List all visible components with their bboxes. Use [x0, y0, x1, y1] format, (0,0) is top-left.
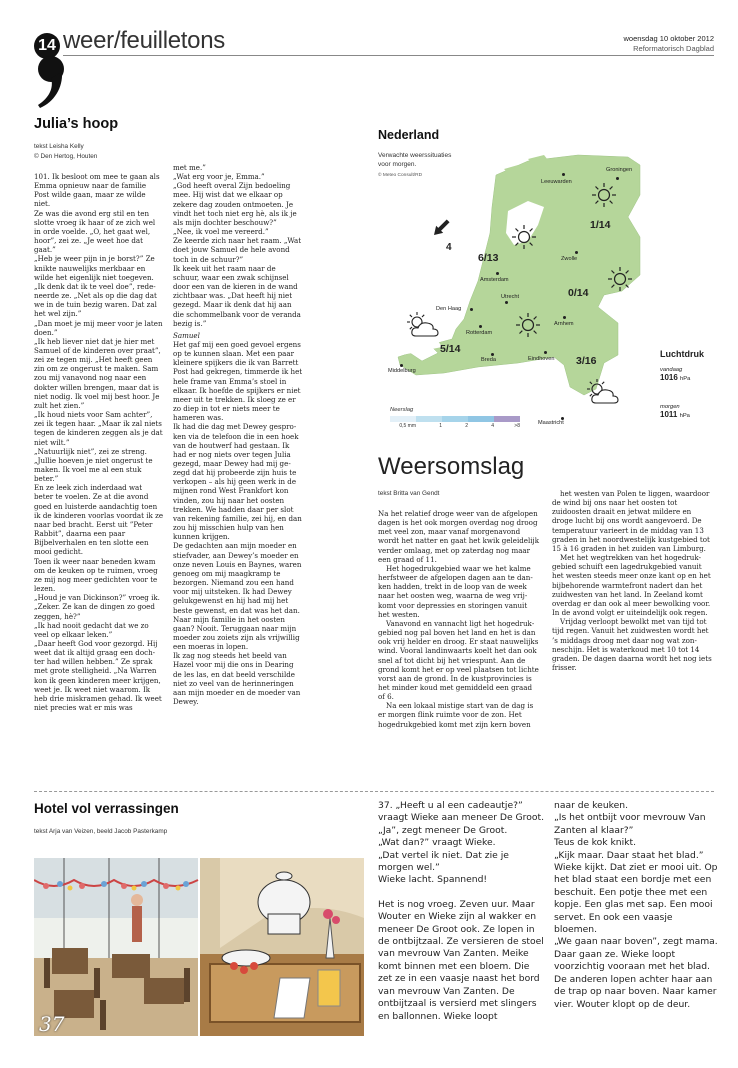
- city-amsterdam: Amsterdam: [480, 277, 509, 283]
- weersomslag-title: Weersomslag: [378, 453, 525, 480]
- header-rule: [63, 55, 714, 56]
- legend-swatch: [390, 416, 416, 422]
- julia-credit-author: tekst Leisha Kelly: [34, 143, 84, 150]
- pressure-panel: [660, 349, 720, 419]
- map-title: Nederland: [378, 128, 440, 142]
- section-divider: [34, 791, 714, 792]
- paragraph: naar de keuken.: [554, 800, 629, 811]
- legend-value: 4: [491, 423, 494, 429]
- weersomslag-column-2: [552, 489, 714, 672]
- legend-value: >8: [514, 423, 520, 429]
- sun-behind-cloud-icon: [586, 379, 620, 405]
- paragraph: Het is nog vroeg. Zeven uur. Maar Wouter en Wieke zijn al wakker en meneer De Groot ook. Ze lopen in de ontbijtzaal. Ze versieren de stoel van mevrouw Van Zanten. Meike komt binnen met een bloem. Die zet ze in een vaasje naast het bord van mevrouw Van Zanten. De ontbijtzaal is versierd met slingers en ballonnen. Wieke loopt: [378, 898, 544, 1022]
- paragraph: „God heeft overal Zijn bedoeling mee. Hij wist dat we elkaar op zekere dag zouden ontmoeten. Je vindt het toch niet erg hè, als ik je als mijn dochter beschouw?”: [173, 181, 297, 227]
- legend-swatch: [468, 416, 494, 422]
- samuel-subhead: Samuel: [173, 330, 200, 340]
- legend-value: 0,5 mm: [399, 423, 416, 429]
- sun-icon: [592, 183, 616, 207]
- paragraph: „Zeker. Ze kan de dingen zo goed zeggen, hè?”: [34, 602, 155, 621]
- city-eindhoven: Eindhoven: [528, 356, 555, 362]
- paragraph: De gedachten aan mijn moeder en stiefvader, aan Dewey’s moeder en onze neven Louis en Baynes, waren genoeg om mij maagkramp te bezorgen. Niemand zou een hand voor mij uitsteken. Ik had Dewey gelukgewenst en hij had mij het beste gewenst, en dat was het dan. Naar mijn familie in het oosten gaan? Nooit. Teruggaan naar mijn moeder zou zoiets zijn als vrijwillig een moeras in lopen.: [173, 541, 302, 652]
- pressure-tomorrow-label: morgen: [660, 404, 680, 410]
- header-paper: Reformatorisch Dagblad: [633, 44, 714, 53]
- paragraph: Toen ik weer naar beneden kwam om de keuken op te ruimen, vroeg ze mij nog meer gedichten voor te lezen.: [34, 556, 158, 594]
- paragraph: Wieke lacht. Spannend!: [378, 874, 488, 886]
- temp-coast: 5/14: [440, 343, 461, 355]
- precipitation-legend: [390, 407, 520, 429]
- paragraph: Wieke kijkt. Dat ziet er mooi uit. Op het blad staat een bordje met een beschuit. Een potje thee met een kopje. Een glas met sap. Een mooi servet. En ook een vaasje bloemen.: [554, 862, 718, 936]
- page-header: [0, 0, 738, 60]
- paragraph: met me.”: [173, 163, 206, 172]
- paragraph: „Dat vertel ik niet. Dat zie je morgen wel.”: [378, 849, 509, 874]
- paragraph: Het gaf mij een goed gevoel ergens op te kunnen slaan. Met een paar kleinere spijkers die ik van Barrett Post had gekregen, timmerde ik het hele frame van Emma’s stoel in elkaar. Ik hoefde de spijkers er niet meer uit te trekken. Ik sloeg ze er zo diep in tot er niets meer te hameren was.: [173, 339, 303, 423]
- city-maastricht: Maastricht: [538, 420, 564, 426]
- temp-east: 0/14: [568, 287, 589, 299]
- map-credit: © Meteo Consult/RD: [378, 173, 423, 178]
- paragraph: Ik keek uit het raam naar de schuur, waar een zwak schijnsel door een van de kieren in de wand zichtbaar was. „Dat heeft hij niet gezegd. Maar ik denk dat hij aan die schommelbank voor de veranda bezig is.”: [173, 263, 301, 328]
- city-dot: [544, 351, 547, 354]
- page-number: 14: [38, 37, 56, 54]
- julia-credit-publisher: © Den Hertog, Houten: [34, 153, 98, 160]
- paragraph: Na een lokaal mistige start van de dag is er morgen flink ruimte voor de zon. Het hogedrukgebied komt met zijn kern boven: [378, 701, 534, 729]
- paragraph: Ik had die dag met Dewey gesproken via de telefoon die in een hoek van de houtwerf had gestaan. Ik had er nog niets over tegen Julia gezegd, maar Dewey had mij gezegd dat hij probeerde zijn huis te verkopen – als hij geen werk in de mijnen rond West Frankfort kon vinden, zou hij naar het oosten trekken. We hadden daar per slot van rekening familie, zei hij, en dan zou hij misschien hulp van hen kunnen krijgen.: [173, 422, 302, 542]
- city-den-haag: Den Haag: [436, 306, 462, 312]
- map-subtitle-line-2: voor morgen.: [378, 161, 417, 168]
- paragraph: Het hogedrukgebied waar we het kalme herfstweer de afgelopen dagen aan te danken hadden, trekt in de loop van de week naar het oosten weg, waarna de weg vrijkomt voor depressies en storingen vanuit het westen.: [378, 563, 533, 619]
- weersomslag-column-1: [378, 509, 540, 729]
- paragraph: „Daar heeft God voor gezorgd. Hij weet dat ik altijd graag een dochter had willen hebben.” Ze sprak met grote stelligheid. „Na Warren kon ik geen kinderen meer krijgen, weet je. Ik weet niet waarom. Ik heb drie miskramen gehad. Ik weet niet precies wat er mis was: [34, 638, 162, 713]
- sun-icon: [608, 267, 632, 291]
- header-date: woensdag 10 oktober 2012: [623, 34, 714, 43]
- pressure-tomorrow: [660, 410, 720, 419]
- city-utrecht: Utrecht: [501, 294, 520, 300]
- paragraph: Vrijdag verloopt bewolkt met van tijd tot tijd regen. Vanuit het zuidwesten wordt het ’s middags droog met daar nog wat zonneschijn. Het is waterkoud met 10 tot 14 graden. De dagen daarna wordt het nog iets frisser.: [552, 617, 712, 672]
- paragraph: „Ik had nooit gedacht dat we zo veel op elkaar leken.”: [34, 620, 149, 639]
- legend-values: [390, 423, 520, 429]
- paragraph: En ze leek zich inderdaad wat beter te voelen. Ze at die avond goed en luisterde aandachtig toen ik de kinderen voorlas voordat ik ze naar bed bracht. Eerst uit ”Peter Rabbit”, daarna een paar Bijbelverhalen en ten slotte een mooi gedicht.: [34, 483, 164, 557]
- weersomslag-credit: tekst Britta van Gendt: [378, 490, 440, 497]
- paragraph: [378, 887, 546, 899]
- map-delta-water: [398, 341, 442, 355]
- wind-value: 4: [446, 242, 452, 253]
- section-title: weer/feuilletons: [63, 27, 225, 54]
- city-middelburg: Middelburg: [388, 368, 416, 374]
- paragraph: De anderen lopen achter haar aan de trap op naar boven. Naar kamer vier. Wouter klopt op de deur.: [554, 973, 717, 1010]
- city-dot: [562, 173, 565, 176]
- julia-title: Julia’s hoop: [34, 116, 119, 132]
- city-dot: [400, 364, 403, 367]
- paragraph: Vanavond en vannacht ligt het hogedrukgebied nog pal boven het land en het is dan ook vrij helder en droog. Er staat nauwelijks wind. Vooral landinwaarts koelt het dan ook snel af tot dicht bij het vriespunt. Aan de grond komt het er op veel plaatsen tot lichte vorst aan de grond. In de kustprovincies is het minder koud met gemiddeld een graad of 6.: [378, 618, 539, 702]
- pressure-unit: hPa: [679, 413, 690, 419]
- paragraph: „Wat erg voor je, Emma.”: [173, 172, 265, 182]
- sun-icon: [516, 313, 540, 337]
- julia-column-2-part-1: [173, 163, 304, 328]
- pressure-today-value: 1016: [660, 373, 678, 382]
- paragraph: „Dan moet je mij meer voor je laten doen.”: [34, 318, 163, 337]
- hotel-title: Hotel vol verrassingen: [34, 801, 179, 816]
- paragraph: Ze keerde zich naar het raam. „Wat doet jouw Samuel de hele avond toch in de schuur?”: [173, 236, 302, 264]
- city-arnhem: Arnhem: [554, 321, 574, 327]
- weather-map: [378, 125, 714, 455]
- legend-swatch: [442, 416, 468, 422]
- sun-icon: [512, 225, 536, 249]
- paragraph: Teus de kok knikt.: [554, 837, 637, 849]
- legend-value: 2: [465, 423, 468, 429]
- paragraph: „Ik houd niets voor Sam achter”, zei ik tegen haar. „Maar ik zal niets tegen de kinderen zeggen als je dat niet wilt.”: [34, 410, 163, 447]
- pressure-tomorrow-value: 1011: [660, 410, 678, 419]
- legend-swatch: [494, 416, 520, 422]
- paragraph: „Ja”, zegt meneer De Groot.: [378, 824, 508, 836]
- legend-color-bar: [390, 416, 520, 422]
- city-dot: [470, 308, 473, 311]
- julia-column-2-part-2: [173, 340, 304, 706]
- paragraph: 37. „Heeft u al een cadeautje?” vraagt Wieke aan meneer De Groot.: [378, 800, 545, 824]
- city-zwolle: Zwolle: [561, 256, 578, 262]
- paragraph: „Is het ontbijt voor mevrouw Van Zanten al klaar?”: [554, 812, 706, 836]
- paragraph: het westen van Polen te liggen, waardoor de wind bij ons naar het oosten tot zuidoosten draait en jetwat mildere en droge lucht bij ons wordt aangevoerd. De temperatuur varieert in de middag van 13 graden in het noordwestelijk kustgebied tot 15 à 16 graden in het zuiden van Limburg.: [552, 489, 710, 553]
- hotel-illustration: [34, 858, 364, 1036]
- temp-south: 3/16: [576, 355, 597, 367]
- pressure-title: Luchtdruk: [660, 349, 704, 359]
- city-dot: [616, 177, 619, 180]
- paragraph: „Nee, ik voel me vereerd.”: [173, 227, 269, 237]
- paragraph: „Heb je weer pijn in je borst?” Ze knikte nauwelijks merkbaar en wilde het eigenlijk niet toegeven. „Ik denk dat ik te veel doe”, redeneerde ze. „Net als op die dag dat we in de tuin bezig waren. Dat zal het wel zijn.”: [34, 254, 157, 319]
- comma-logo: [30, 52, 72, 110]
- city-dot: [496, 272, 499, 275]
- wind-arrow: [430, 217, 451, 238]
- city-dot: [479, 325, 482, 328]
- city-breda: Breda: [481, 357, 496, 363]
- paragraph: „Kijk maar. Daar staat het blad.”: [554, 849, 704, 861]
- hotel-column-1: [378, 800, 546, 1023]
- hotel-credit: tekst Arja van Veizen, beeld Jacob Pasterkamp: [34, 828, 168, 835]
- paragraph: Ik zag nog steeds het beeld van Hazel voor mij die ons in Dearing de les las, en dat beeld verschilde niet zo veel van de herinneringen aan mijn moeder en de moeder van Dewey.: [173, 651, 301, 707]
- paragraph: „Wat dan?” vraagt Wieke.: [378, 837, 496, 849]
- episode-number: 37: [39, 1012, 65, 1036]
- map-subtitle-line-1: Verwachte weerssituaties: [378, 152, 452, 159]
- temp-west: 6/13: [478, 252, 499, 264]
- paragraph: „We gaan naar boven”, zegt mama. Daar gaan ze. Wieke loopt voorzichtig vooraan met het blad.: [554, 936, 718, 973]
- paragraph: Na het relatief droge weer van de afgelopen dagen is het ook morgen overdag nog droog met veel zon, maar vanaf morgenavond wordt het natter en gaat het kwik geleidelijk verder omlaag, met op zaterdag nog maar een graad of 11.: [378, 509, 540, 564]
- paragraph: „Ik heb liever niet dat je hier met Samuel of de kinderen over praat”, zei ze tegen mij. „Het heeft geen zin om ze ongerust te maken. Sam zou mij vanavond nog naar een dokter willen brengen, maar dat is niet nodig. Ik voel mij best hoor. Je zult het zien.”: [34, 336, 161, 410]
- paragraph: Met het wegtrekken van het hogedrukgebied schuift een lagedrukgebied vanuit het westen steeds meer onze kant op en het bijbehorende warmtefront nadert dan het zuidwesten van het land. In Zeeland komt overdag er dan ook al meer bewolking voor. In de avond volgt er uiteindelijk ook regen.: [552, 553, 711, 618]
- sun-behind-cloud-icon: [406, 312, 440, 338]
- pressure-today-label: vandaag: [660, 367, 683, 373]
- city-groningen: Groningen: [606, 167, 633, 173]
- city-rotterdam: Rotterdam: [466, 330, 493, 336]
- paragraph: 101. Ik besloot om mee te gaan als Emma opnieuw naar de familie Post wilde gaan, maar ze wilde niet.: [34, 172, 160, 209]
- pressure-unit: hPa: [680, 376, 691, 382]
- city-dot: [491, 353, 494, 356]
- city-dot: [505, 301, 508, 304]
- legend-swatch: [416, 416, 442, 422]
- legend-value: 1: [439, 423, 442, 429]
- paragraph: Ze was die avond erg stil en ten slotte vroeg ik haar of ze zich wel in orde voelde. „O, het gaat wel, hoor”, zei ze. „Je weet hoe dat gaat.”: [34, 208, 156, 255]
- paragraph: „Natuurlijk niet”, zei ze streng. „Jullie hoeven je niet ongerust te maken. Ik voel me al een stuk beter.”: [34, 446, 153, 484]
- pressure-today: [660, 373, 720, 382]
- hotel-column-2: [554, 800, 718, 1011]
- temp-north: 1/14: [590, 219, 611, 231]
- paragraph: „Houd je van Dickinson?” vroeg ik.: [34, 593, 160, 603]
- legend-label: Neerslag: [390, 407, 414, 413]
- city-dot: [563, 316, 566, 319]
- julia-column-1: [34, 172, 163, 712]
- city-leeuwarden: Leeuwarden: [541, 179, 572, 185]
- city-dot: [575, 251, 578, 254]
- julia-column-2: [173, 163, 304, 706]
- illustration-artwork: [34, 858, 364, 1036]
